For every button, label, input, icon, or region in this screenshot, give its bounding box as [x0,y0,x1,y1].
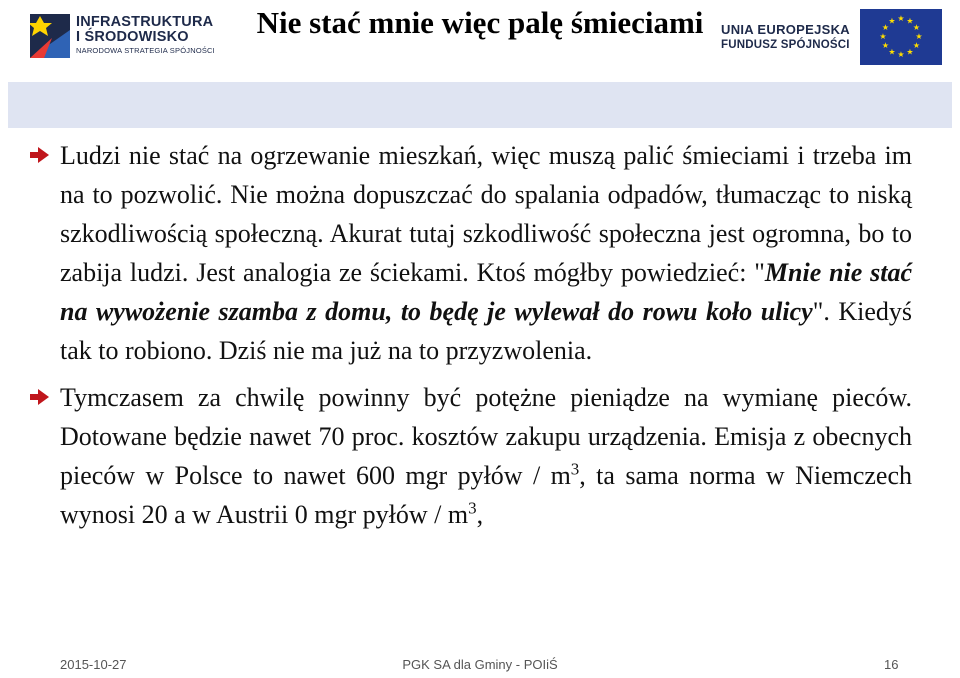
superscript-3: 3 [468,498,477,518]
bullet-item-1 [30,136,930,370]
red-arrow-bullet-icon [30,378,60,411]
logo-line-1: INFRASTRUKTURA [76,14,214,31]
footer-title: PGK SA dla Gminy - POIiŚ [402,657,558,672]
bullet-2-part-3: , [476,500,484,529]
bullet-2-part-1: Tymczasem za chwilę powinny być potężne pieniądze na wymianę pieców. Dotowane będzie nawet 70 proc. kosztów zakupu urządzenia. Emisja z obecnych pieców w Polsce to nawet 600 mgr pyłów / m [60,383,912,490]
svg-text:★: ★ [881,41,890,50]
slide-footer [0,657,960,677]
logo-line-2: I ŚRODOWISKO [76,28,189,45]
svg-text:★: ★ [915,32,923,41]
svg-text:★: ★ [879,32,887,41]
svg-text:★: ★ [906,47,914,57]
bullet-1-part-2: ". Kiedyś tak to robiono. Dziś nie ma już na to przyzwolenia. [60,297,912,365]
svg-text:★: ★ [888,47,896,57]
bullet-text-2 [60,378,912,534]
bullet-item-2 [30,378,930,534]
footer-page-number: 16 [884,657,899,672]
red-arrow-bullet-icon [30,136,60,169]
svg-text:★: ★ [881,23,890,32]
title-band [8,82,952,128]
svg-text:★: ★ [888,16,896,26]
bullet-1-quote: Mnie nie stać na wywożenie szamba z domu, to będę je wylewał do rowu koło ulicy [60,258,912,326]
slide-content [30,136,930,542]
logo-line-3: NARODOWA STRATEGIA SPÓJNOŚCI [76,46,215,56]
bullet-2-part-2: , ta sama norma w Niemczech wynosi 20 a w Austrii 0 mgr pyłów / m [60,461,913,529]
svg-text:★: ★ [897,50,905,59]
bullet-1-part-1: Ludzi nie stać na ogrzewanie mieszkań, więc muszą palić śmieciami i trzeba im na to pozwolić. Nie można dopuszczać do spalania odpadów, tłumacząc to niską szkodliwością społeczną. Akurat tutaj szkodliwość społeczna jest ogromna, bo to zabija ludzi. Jest analogia ze ściekami. Ktoś mógłby powiedzieć: " [60,141,912,287]
slide-title: Nie stać mnie więc palę śmieciami [256,5,704,40]
svg-text:★: ★ [912,23,921,32]
eu-logo-line-2: FUNDUSZ SPÓJNOŚCI [721,38,850,51]
footer-date: 2015-10-27 [60,657,127,672]
svg-text:★: ★ [912,41,921,50]
svg-text:★: ★ [906,16,914,26]
svg-text:★: ★ [897,14,905,23]
superscript-3: 3 [570,459,580,479]
eu-logo-line-1: UNIA EUROPEJSKA [721,22,850,38]
bullet-text-1 [60,136,912,370]
